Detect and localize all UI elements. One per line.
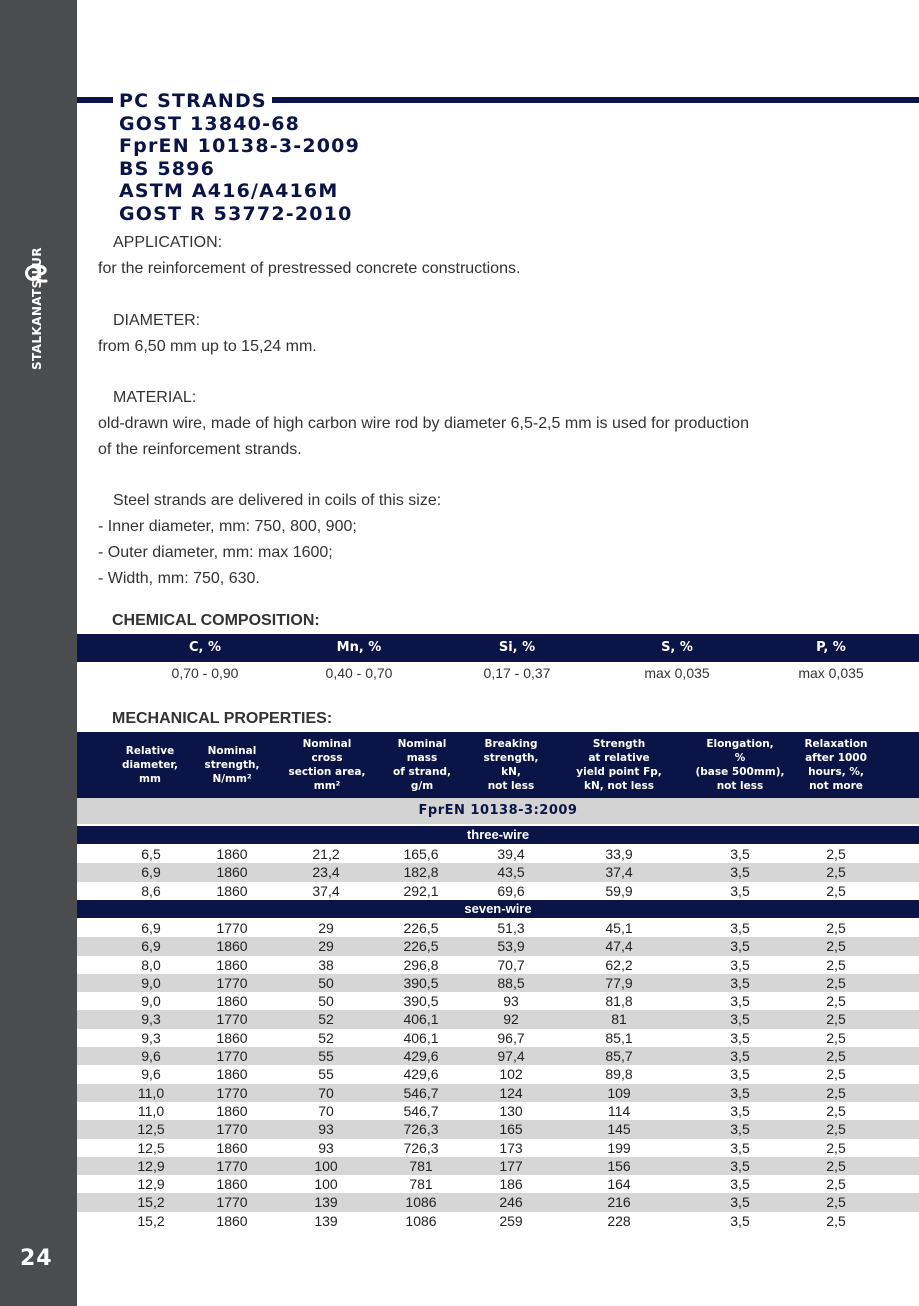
table-cell: 2,5 (826, 1176, 846, 1193)
table-cell: 1770 (216, 920, 248, 936)
table-cell: 9,3 (141, 1011, 161, 1028)
table-cell: 156 (607, 1157, 631, 1174)
table-cell: 88,5 (497, 974, 525, 991)
table-cell: 292,1 (403, 882, 439, 899)
table-cell: 9,6 (141, 1066, 161, 1083)
table-cell: 781 (409, 1157, 433, 1174)
table-cell: 726,3 (403, 1121, 439, 1138)
table-row (77, 1120, 919, 1138)
chemical-table-header (77, 634, 919, 662)
title-line: GOST R 53772-2010 (119, 202, 353, 225)
table-row (77, 1084, 919, 1102)
table-row (77, 863, 919, 881)
table-cell: 81,8 (605, 993, 633, 1010)
column-header: Elongation, % (base 500mm), not less (695, 738, 785, 792)
table-cell: 93 (503, 993, 519, 1010)
table-cell: 53,9 (497, 938, 525, 955)
table-cell: 1770 (216, 1048, 248, 1065)
table-cell: 3,5 (730, 1084, 750, 1101)
table-cell: 70 (318, 1084, 334, 1101)
application-heading: APPLICATION: (113, 234, 223, 251)
table-cell: 45,1 (605, 920, 633, 936)
mechanical-table-header (77, 732, 919, 798)
table-cell: 9,0 (141, 993, 161, 1010)
table-cell: 3,5 (730, 1194, 750, 1211)
title-line: BS 5896 (119, 157, 216, 180)
table-cell: 9,6 (141, 1048, 161, 1065)
table-cell: 3,5 (730, 1011, 750, 1028)
table-cell: 1860 (216, 1139, 248, 1156)
table-cell: 1770 (216, 1084, 248, 1101)
table-cell: 296,8 (403, 956, 439, 973)
table-cell: 2,5 (826, 1048, 846, 1065)
table-cell: 70,7 (497, 956, 525, 973)
table-cell: 92 (503, 1011, 519, 1028)
table-cell: 3,5 (730, 1048, 750, 1065)
table-cell: 3,5 (730, 938, 750, 955)
table-cell: 216 (607, 1194, 631, 1211)
table-cell: 1860 (216, 993, 248, 1010)
table-cell: 37,4 (312, 882, 340, 899)
table-cell: 93 (318, 1121, 334, 1138)
table-cell: 3,5 (730, 993, 750, 1010)
table-cell: 139 (314, 1194, 338, 1211)
title-rule-left (77, 97, 113, 103)
table-cell: 6,9 (141, 938, 161, 955)
title-line: FprEN 10138-3-2009 (119, 135, 361, 158)
table-cell: 186 (499, 1176, 523, 1193)
mechanical-heading: MECHANICAL PROPERTIES: (112, 710, 333, 727)
table-cell: 2,5 (826, 846, 846, 862)
table-cell: 9,3 (141, 1029, 161, 1046)
table-cell: 165 (499, 1121, 523, 1138)
table-cell: 12,9 (137, 1176, 165, 1193)
table-row (77, 1175, 919, 1193)
diameter-heading: DIAMETER: (113, 312, 201, 329)
table-cell: 1860 (216, 938, 248, 955)
delivery-item: - Outer diameter, mm: max 1600; (98, 544, 333, 561)
table-cell: 429,6 (403, 1048, 439, 1065)
column-header: C, % (188, 640, 222, 655)
table-row (77, 1010, 919, 1028)
table-cell: 1770 (216, 1194, 248, 1211)
application-text: for the reinforcement of prestressed concrete constructions. (98, 260, 521, 277)
seven-wire-rows (77, 919, 919, 1230)
table-cell: 2,5 (826, 956, 846, 973)
table-cell: 429,6 (403, 1066, 439, 1083)
table-cell: 0,17 - 0,37 (483, 665, 551, 681)
table-cell: 2,5 (826, 1084, 846, 1101)
column-header: Nominal mass of strand, g/m (393, 738, 451, 792)
table-row (77, 937, 919, 955)
table-row (77, 1047, 919, 1065)
table-row (77, 956, 919, 974)
table-cell: 406,1 (403, 1029, 439, 1046)
delivery-item: - Width, mm: 750, 630. (98, 570, 260, 587)
table-cell: 165,6 (403, 846, 439, 862)
table-cell: 726,3 (403, 1139, 439, 1156)
table-cell: 15,2 (137, 1194, 165, 1211)
table-cell: 2,5 (826, 1157, 846, 1174)
table-cell: 130 (499, 1102, 523, 1119)
table-cell: 114 (607, 1102, 631, 1119)
table-cell: 2,5 (826, 1139, 846, 1156)
table-row (77, 882, 919, 900)
brand-name: STALKANATSILUR (30, 247, 44, 370)
table-cell: 1860 (216, 1066, 248, 1083)
table-cell: 177 (499, 1157, 523, 1174)
page-title (119, 90, 360, 226)
chemical-table-row (77, 662, 919, 684)
column-header: Breaking strength, kN, not less (483, 738, 539, 792)
table-cell: 3,5 (730, 864, 750, 881)
table-cell: 2,5 (826, 882, 846, 899)
table-cell: 100 (314, 1176, 338, 1193)
table-cell: 29 (318, 920, 334, 936)
table-row (77, 992, 919, 1010)
table-cell: 1860 (216, 956, 248, 973)
table-cell: max 0,035 (798, 665, 864, 681)
table-cell: 1860 (216, 1102, 248, 1119)
table-cell: 2,5 (826, 974, 846, 991)
table-cell: 2,5 (826, 1066, 846, 1083)
table-row (77, 919, 919, 937)
table-cell: 70 (318, 1102, 334, 1119)
column-header: Relaxation after 1000 hours, %, not more (804, 738, 868, 792)
column-header: Relative diameter, mm (121, 745, 179, 785)
table-cell: 96,7 (497, 1029, 525, 1046)
table-cell: 89,8 (605, 1066, 633, 1083)
delivery-item: - Inner diameter, mm: 750, 800, 900; (98, 518, 357, 535)
table-cell: 97,4 (497, 1048, 525, 1065)
group-band-three-wire: three-wire (77, 826, 919, 844)
table-cell: 55 (318, 1048, 334, 1065)
table-cell: 3,5 (730, 1212, 750, 1229)
table-cell: 3,5 (730, 1102, 750, 1119)
table-row (77, 1065, 919, 1083)
table-cell: 1860 (216, 864, 248, 881)
table-cell: 3,5 (730, 1176, 750, 1193)
table-cell: 2,5 (826, 920, 846, 936)
table-cell: 51,3 (497, 920, 525, 936)
chemical-heading: CHEMICAL COMPOSITION: (112, 612, 320, 629)
table-cell: 102 (499, 1066, 523, 1083)
table-cell: 228 (607, 1212, 631, 1229)
table-cell: 3,5 (730, 846, 750, 862)
table-cell: 546,7 (403, 1102, 439, 1119)
standard-band: FprEN 10138-3:2009 (77, 798, 919, 824)
table-cell: 52 (318, 1011, 334, 1028)
table-cell: 29 (318, 938, 334, 955)
table-row (77, 974, 919, 992)
material-text-line-1: old-drawn wire, made of high carbon wire rod by diameter 6,5-2,5 mm is used for production (98, 415, 749, 432)
table-cell: 85,1 (605, 1029, 633, 1046)
table-cell: 77,9 (605, 974, 633, 991)
table-cell: 93 (318, 1139, 334, 1156)
table-cell: 6,5 (141, 846, 161, 862)
table-cell: 2,5 (826, 864, 846, 881)
table-cell: 59,9 (605, 882, 633, 899)
page-number: 24 (20, 1246, 53, 1271)
table-row (77, 1102, 919, 1120)
table-cell: 124 (499, 1084, 523, 1101)
brand (16, 230, 60, 370)
title-line: ASTM A416/A416M (119, 180, 339, 203)
table-cell: 226,5 (403, 938, 439, 955)
table-cell: 62,2 (605, 956, 633, 973)
table-row (77, 1157, 919, 1175)
table-cell: 52 (318, 1029, 334, 1046)
table-cell: 3,5 (730, 1066, 750, 1083)
table-cell: 1770 (216, 974, 248, 991)
column-header: S, % (661, 640, 693, 655)
sidebar (0, 0, 77, 1306)
table-cell: 781 (409, 1176, 433, 1193)
table-cell: 9,0 (141, 974, 161, 991)
table-cell: 173 (499, 1139, 523, 1156)
table-cell: 3,5 (730, 974, 750, 991)
table-cell: 1086 (405, 1212, 437, 1229)
table-cell: 21,2 (312, 846, 340, 862)
table-cell: 139 (314, 1212, 338, 1229)
title-rule-right (272, 97, 919, 103)
table-cell: 390,5 (403, 993, 439, 1010)
table-cell: 1086 (405, 1194, 437, 1211)
table-cell: 6,9 (141, 920, 161, 936)
table-cell: 12,5 (137, 1121, 165, 1138)
table-cell: 2,5 (826, 1029, 846, 1046)
material-text-line-2: of the reinforcement strands. (98, 441, 302, 458)
table-cell: 3,5 (730, 1029, 750, 1046)
title-line: GOST 13840-68 (119, 112, 301, 135)
table-cell: 1860 (216, 1212, 248, 1229)
table-cell: 15,2 (137, 1212, 165, 1229)
table-cell: 3,5 (730, 1157, 750, 1174)
diameter-text: from 6,50 mm up to 15,24 mm. (98, 338, 317, 355)
column-header: Si, % (498, 640, 536, 655)
table-cell: 0,40 - 0,70 (325, 665, 393, 681)
table-row (77, 1029, 919, 1047)
table-cell: 12,5 (137, 1139, 165, 1156)
table-cell: 3,5 (730, 956, 750, 973)
column-header: P, % (816, 640, 846, 655)
table-cell: 50 (318, 993, 334, 1010)
table-cell: 1860 (216, 1029, 248, 1046)
table-cell: 33,9 (605, 846, 633, 862)
table-cell: 390,5 (403, 974, 439, 991)
table-cell: 47,4 (605, 938, 633, 955)
table-cell: 100 (314, 1157, 338, 1174)
table-cell: 259 (499, 1212, 523, 1229)
table-cell: 23,4 (312, 864, 340, 881)
table-cell: 1860 (216, 882, 248, 899)
table-cell: 8,6 (141, 882, 161, 899)
column-header: Strength at relative yield point Fp, kN, not less (576, 738, 662, 792)
column-header: Nominal strength, N/mm² (204, 745, 260, 785)
table-cell: 226,5 (403, 920, 439, 936)
delivery-intro: Steel strands are delivered in coils of this size: (113, 492, 442, 509)
material-heading: MATERIAL: (113, 389, 197, 406)
table-cell: 2,5 (826, 1011, 846, 1028)
table-cell: 1860 (216, 1176, 248, 1193)
column-header: Mn, % (336, 640, 382, 655)
table-cell: max 0,035 (644, 665, 710, 681)
table-cell: 50 (318, 974, 334, 991)
table-cell: 8,0 (141, 956, 161, 973)
table-cell: 109 (607, 1084, 631, 1101)
column-header: Nominal cross section area, mm² (288, 738, 366, 792)
table-cell: 1770 (216, 1011, 248, 1028)
three-wire-rows (77, 845, 919, 900)
table-cell: 2,5 (826, 1102, 846, 1119)
table-cell: 546,7 (403, 1084, 439, 1101)
table-cell: 3,5 (730, 920, 750, 936)
table-cell: 164 (607, 1176, 631, 1193)
table-cell: 2,5 (826, 1121, 846, 1138)
table-cell: 2,5 (826, 1194, 846, 1211)
table-row (77, 1193, 919, 1211)
title-line: PC STRANDS (119, 90, 267, 112)
table-cell: 2,5 (826, 1212, 846, 1229)
table-cell: 1770 (216, 1121, 248, 1138)
table-cell: 1770 (216, 1157, 248, 1174)
group-band-seven-wire: seven-wire (77, 900, 919, 918)
table-cell: 11,0 (137, 1102, 165, 1119)
table-cell: 81 (611, 1011, 627, 1028)
table-cell: 11,0 (137, 1084, 165, 1101)
table-cell: 406,1 (403, 1011, 439, 1028)
table-cell: 145 (607, 1121, 631, 1138)
table-cell: 39,4 (497, 846, 525, 862)
table-cell: 2,5 (826, 993, 846, 1010)
table-cell: 2,5 (826, 938, 846, 955)
table-cell: 182,8 (403, 864, 439, 881)
table-cell: 12,9 (137, 1157, 165, 1174)
table-cell: 37,4 (605, 864, 633, 881)
table-cell: 6,9 (141, 864, 161, 881)
table-cell: 199 (607, 1139, 631, 1156)
table-cell: 3,5 (730, 1121, 750, 1138)
table-cell: 43,5 (497, 864, 525, 881)
table-row (77, 1139, 919, 1157)
table-cell: 69,6 (497, 882, 525, 899)
table-cell: 1860 (216, 846, 248, 862)
table-row (77, 1212, 919, 1230)
table-cell: 38 (318, 956, 334, 973)
table-cell: 85,7 (605, 1048, 633, 1065)
table-cell: 3,5 (730, 1139, 750, 1156)
table-cell: 55 (318, 1066, 334, 1083)
table-cell: 0,70 - 0,90 (171, 665, 239, 681)
table-cell: 246 (499, 1194, 523, 1211)
table-row (77, 845, 919, 863)
table-cell: 3,5 (730, 882, 750, 899)
